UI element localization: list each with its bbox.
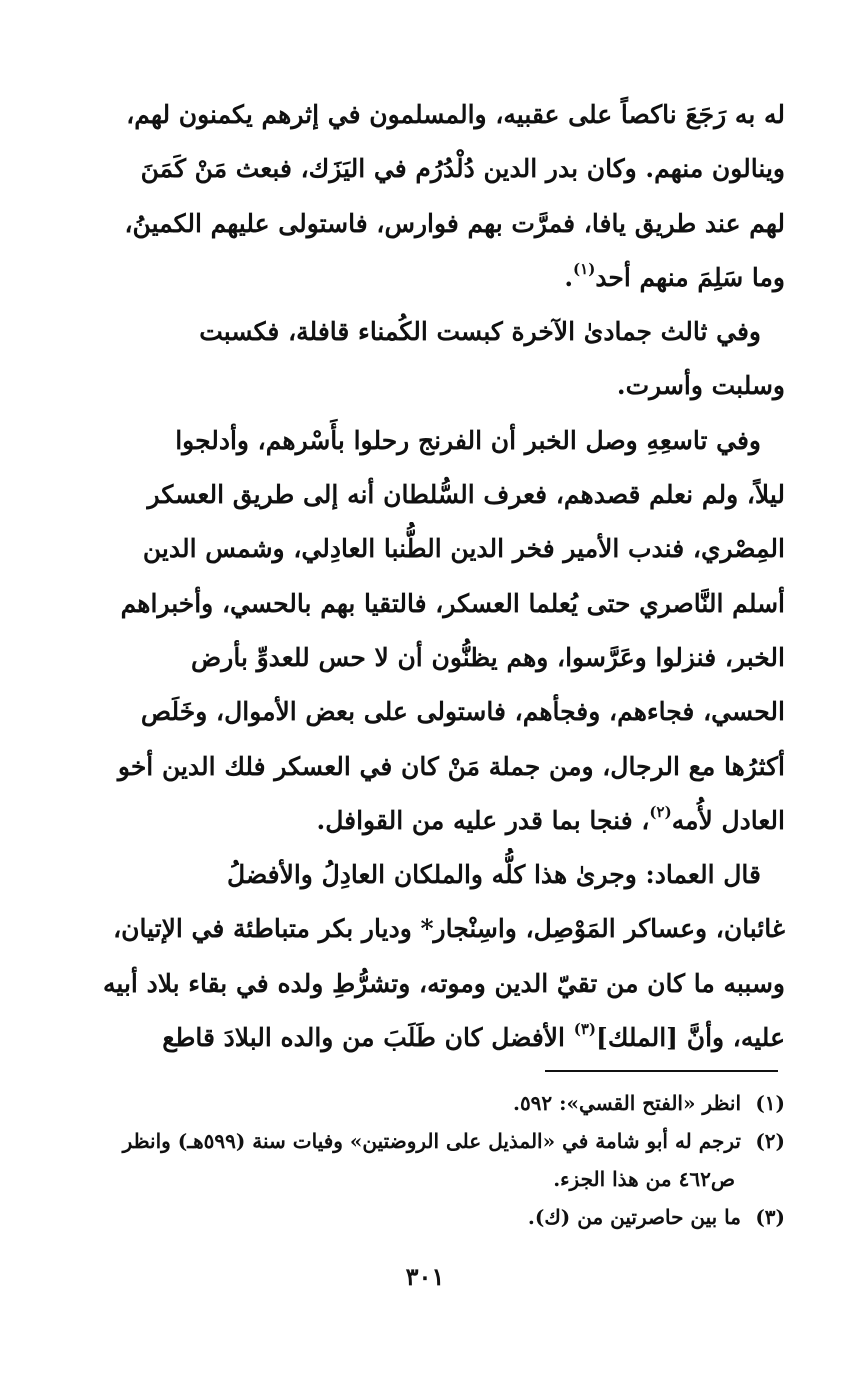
main-text-block: [92, 88, 785, 1065]
page-number: ٣٠١: [405, 1262, 445, 1291]
text-line: [92, 794, 785, 848]
text-line: الخبر، فنزلوا وعَرَّسوا، وهم يظنُّون أن لا حس للعدوِّ بأرض: [191, 642, 785, 672]
text-line: له به رَجَعَ ناكصاً على عقبيه، والمسلمون في إثرهم يكمنون لهم،: [126, 100, 785, 129]
footnote-text: انظر «الفتح القسي»: ٥٩٢.: [512, 1091, 741, 1115]
text-line: المِصْري، فندب الأمير فخر الدين الطُّنبا العادِلي، وشمس الدين: [142, 534, 785, 564]
text-line: قال العماد: وجرىٰ هذا كلُّه والملكان العادِلُ والأفضلُ: [227, 860, 761, 890]
text-line: الحسي، فجاءهم، وفجأهم، فاستولى على بعض الأموال، وخَلَص: [140, 697, 785, 727]
text-line-tail: ، فنجا بما قدر عليه من القوافل.: [316, 805, 650, 835]
text-line-tail: .: [564, 262, 574, 292]
footnote-text: ما بين حاصرتين من (ك).: [527, 1205, 741, 1229]
footnotes-block: [92, 1084, 785, 1236]
text-line-tail: الأفضل كان طَلَبَ من والده البلادَ قاطع: [162, 1023, 565, 1053]
footnote-number: (١): [755, 1091, 785, 1115]
footnote-2-continuation: ص٤٦٢ من هذا الجزء.: [553, 1167, 735, 1191]
text-line: وسببه ما كان من تقيّ الدين وموته، وتشرُّطِ ولده في بقاء بلاد أبيه: [103, 968, 785, 998]
text-line: وفي ثالث جمادىٰ الآخرة كبست الكُمناء قافلة، فكسبت: [199, 317, 761, 347]
text-line: وفي تاسعِهِ وصل الخبر أن الفرنج رحلوا بأَسْرهم، وأدلجوا: [175, 425, 761, 455]
footnote-1: [92, 1084, 785, 1122]
footnote-text: ترجم له أبو شامة في «المذيل على الروضتين» وفيات سنة (٥٩٩هـ) وانظر: [122, 1129, 741, 1153]
text-line: أكثرُها مع الرجال، ومن جملة مَنْ كان في العسكر فلك الدين أخو: [117, 751, 785, 781]
footnote-3: [92, 1198, 785, 1236]
text-line: وينالون منهم. وكان بدر الدين دُلْدُرُم في اليَزَك، فبعث مَنْ كَمَنَ: [140, 154, 785, 184]
text-line-content: العادل لأُمه: [671, 805, 785, 835]
text-line-content: وما سَلِمَ منهم أحد: [595, 262, 785, 292]
text-line: [92, 1011, 785, 1065]
text-line-content: عليه، وأنَّ [الملك]: [595, 1023, 785, 1053]
text-line: وسلبت وأسرت.: [616, 371, 785, 401]
footnote-mark-2: (٢): [649, 802, 672, 821]
text-line: ليلاً، ولم نعلم قصدهم، فعرف السُّلطان أنه إلى طريق العسكر: [147, 480, 785, 510]
footnote-2: [92, 1122, 785, 1160]
footnote-mark-1: (١): [573, 259, 596, 278]
text-line: أسلم النَّاصري حتى يُعلما العسكر، فالتقيا بهم بالحسي، وأخبراهم: [120, 588, 785, 618]
footnote-mark-3: (٣): [573, 1020, 596, 1039]
footnote-number: (٣): [755, 1205, 785, 1229]
footnote-separator: [545, 1070, 778, 1072]
text-line: [92, 251, 785, 305]
text-line: لهم عند طريق يافا، فمرَّت بهم فوارس، فاستولى عليهم الكمينُ،: [124, 208, 785, 238]
footnote-number: (٢): [755, 1129, 785, 1153]
text-line: غائبان، وعساكر المَوْصِل، واسِنْجار* وديار بكر متباطئة في الإتيان،: [113, 914, 785, 944]
